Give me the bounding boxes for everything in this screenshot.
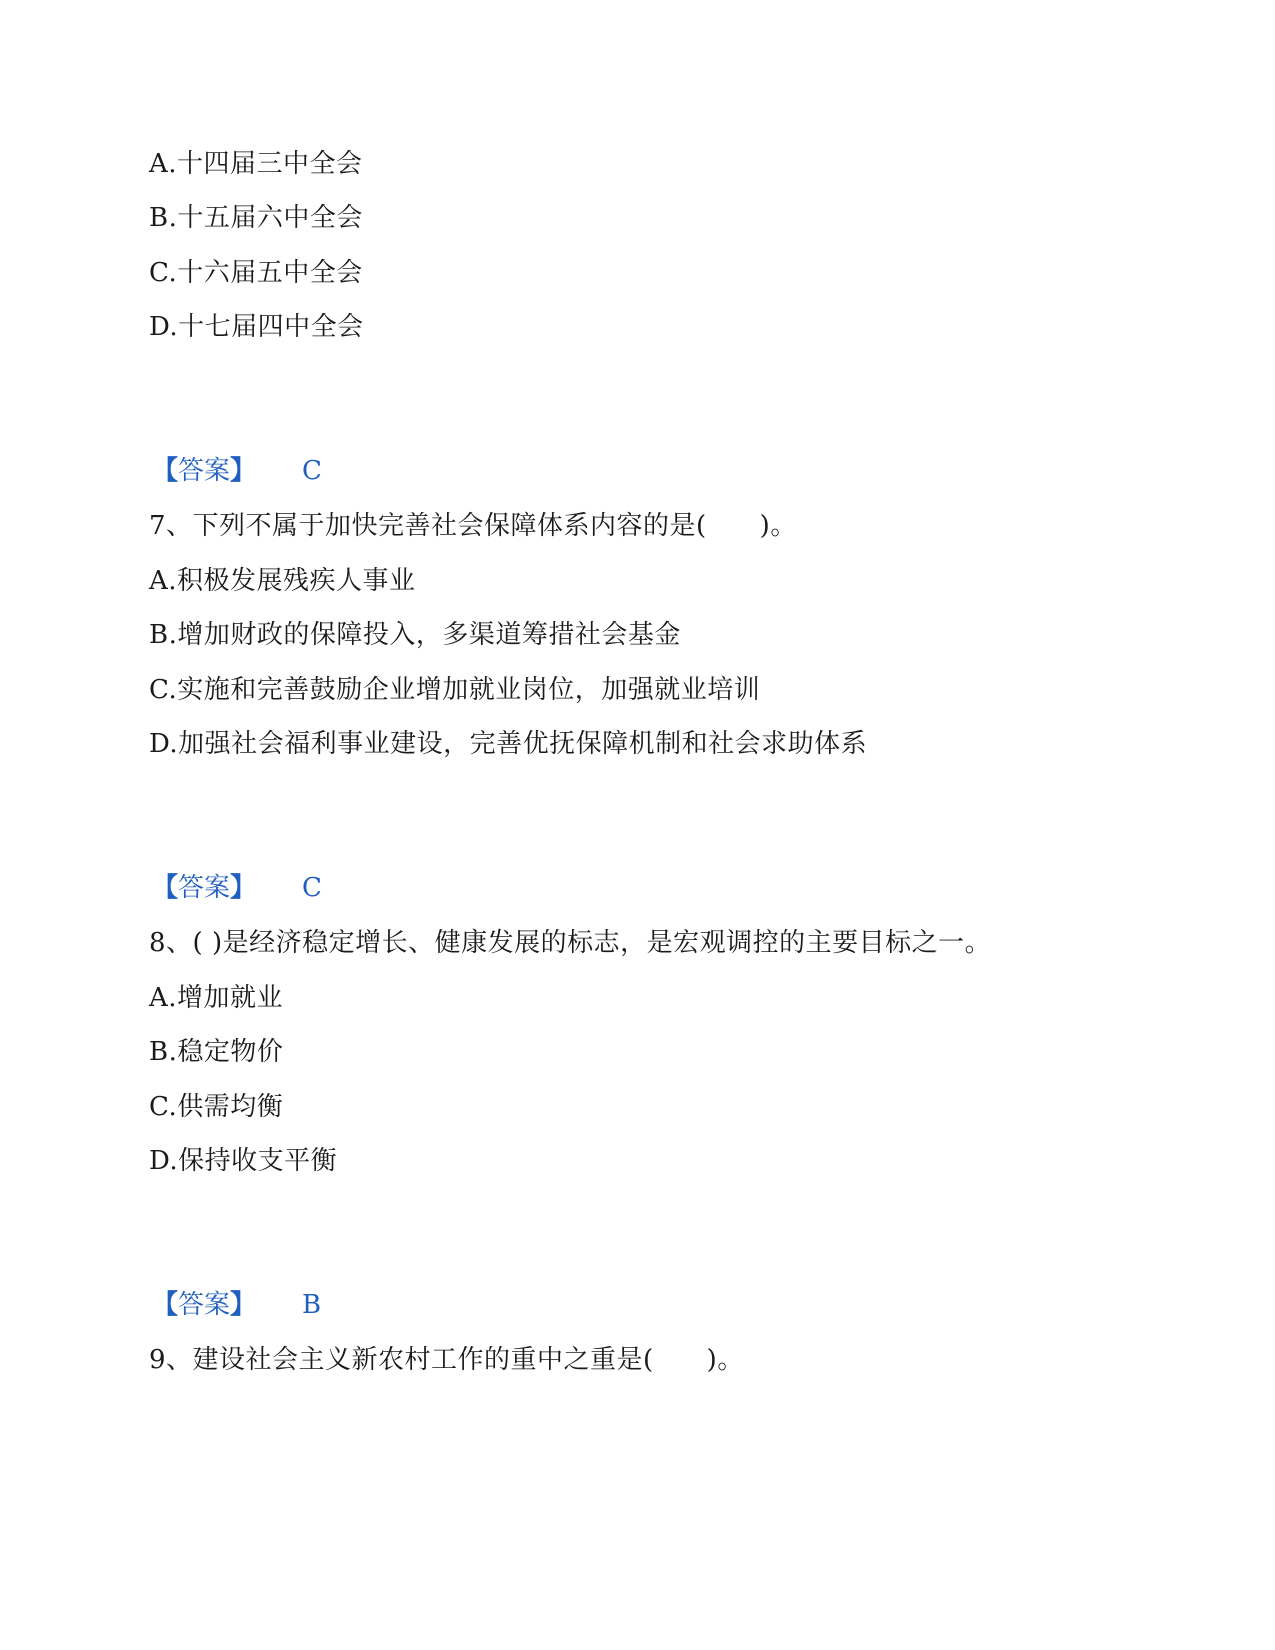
q7-answer [152, 872, 322, 904]
q7-option-b: B.增加财政的保障投入，多渠道筹措社会基金 [149, 620, 681, 650]
answer-label: 答案 [178, 873, 231, 903]
answer-bracket-open: 【 [152, 873, 179, 903]
q6-option-a: A.十四届三中全会 [149, 149, 363, 179]
q6-option-c: C.十六届五中全会 [149, 258, 363, 288]
q6-option-b: B.十五届六中全会 [149, 203, 363, 233]
answer-value: C [302, 456, 322, 486]
q8-option-c: C.供需均衡 [149, 1092, 284, 1122]
q7-option-a: A.积极发展残疾人事业 [149, 566, 416, 596]
answer-bracket-close: 】 [230, 873, 257, 903]
q8-option-b: B.稳定物价 [149, 1037, 284, 1067]
q8-stem: 8、( )是经济稳定增长、健康发展的标志，是宏观调控的主要目标之一。 [149, 928, 992, 958]
answer-label: 答案 [178, 456, 231, 486]
q6-answer [152, 455, 322, 487]
q7-option-d: D.加强社会福利事业建设，完善优抚保障机制和社会求助体系 [149, 729, 868, 759]
q7-option-c: C.实施和完善鼓励企业增加就业岗位，加强就业培训 [149, 675, 761, 705]
answer-value: C [302, 873, 322, 903]
q6-option-d: D.十七届四中全会 [149, 312, 364, 342]
q7-stem: 7、下列不属于加快完善社会保障体系内容的是( )。 [149, 511, 797, 541]
answer-bracket-close: 】 [230, 1290, 257, 1320]
answer-label: 答案 [178, 1290, 231, 1320]
q8-option-a: A.增加就业 [149, 983, 284, 1013]
answer-bracket-open: 【 [152, 456, 179, 486]
answer-bracket-open: 【 [152, 1290, 179, 1320]
answer-bracket-close: 】 [230, 456, 257, 486]
q9-stem: 9、建设社会主义新农村工作的重中之重是( )。 [149, 1345, 744, 1375]
q8-answer [152, 1289, 321, 1321]
q8-option-d: D.保持收支平衡 [149, 1146, 338, 1176]
answer-value: B [302, 1290, 322, 1320]
